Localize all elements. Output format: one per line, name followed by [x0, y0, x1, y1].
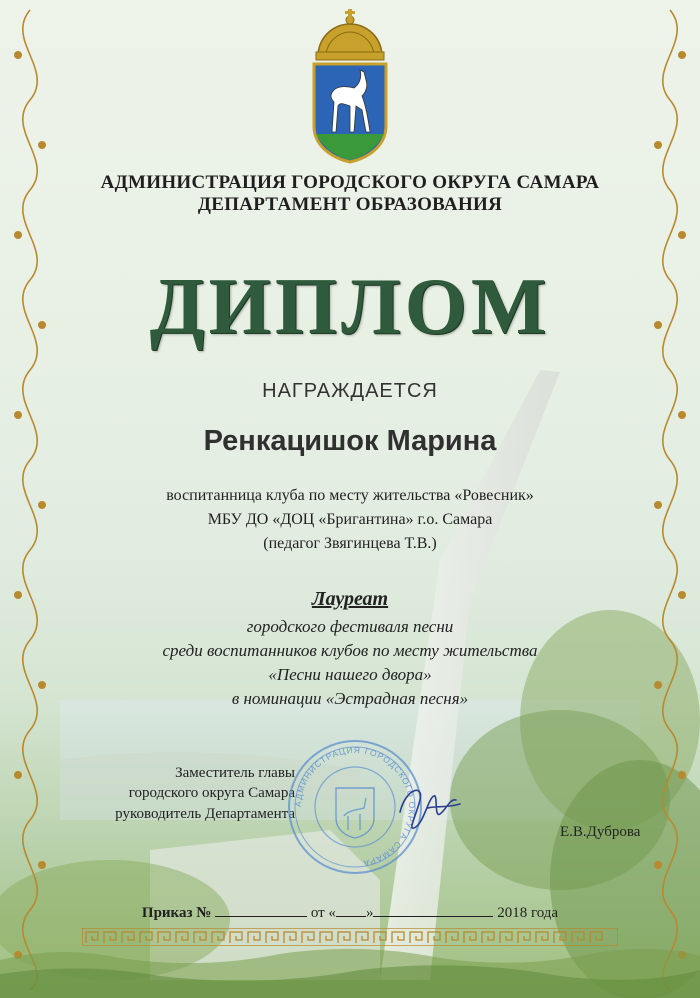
recipient-name: Ренкацишок Марина: [203, 425, 497, 457]
signatory-name: Е.В.Дуброва: [560, 824, 641, 840]
signatory-position-3: руководитель Департамента: [115, 806, 295, 822]
order-year: 2018 года: [497, 905, 559, 921]
festival-line-2: среди воспитанников клубов по месту жительства: [162, 641, 538, 660]
order-number-blank: [215, 902, 307, 917]
handwritten-signature-icon: [394, 778, 464, 836]
affiliation-club: воспитанница клуба по месту жительства «Ровесник»: [166, 487, 534, 504]
order-line: [60, 902, 640, 922]
order-label: Приказ №: [141, 905, 212, 921]
bottom-foliage: [0, 940, 700, 998]
signatory-position-2: городского округа Самара: [128, 785, 295, 801]
order-day-blank: [336, 902, 366, 917]
festival-line-3: «Песни нашего двора»: [268, 665, 432, 684]
header-department: ДЕПАРТАМЕНТ ОБРАЗОВАНИЯ: [197, 194, 503, 215]
affiliation-teacher: (педагог Звягинцева Т.В.): [263, 535, 437, 552]
seal-text: АДМИНИСТРАЦИЯ ГОРОДСКОГО ОКРУГА САМАРА: [292, 744, 418, 869]
festival-line-4: в номинации «Эстрадная песня»: [231, 689, 469, 708]
festival-line-1: городского фестиваля песни: [246, 617, 454, 636]
order-month-blank: [373, 902, 493, 917]
order-quote-close: »: [365, 905, 374, 921]
right-ornament-border: [640, 0, 700, 998]
header-administration: АДМИНИСТРАЦИЯ ГОРОДСКОГО ОКРУГА САМАРА: [100, 172, 600, 193]
order-from-label: от «: [310, 905, 336, 921]
left-ornament-border: [0, 0, 60, 998]
laureate-title: Лауреат: [311, 588, 389, 610]
diploma-title: ДИПЛОМ: [149, 263, 551, 351]
affiliation-institution: МБУ ДО «ДОЦ «Бригантина» г.о. Самара: [207, 511, 493, 528]
awarded-label: НАГРАЖДАЕТСЯ: [262, 380, 438, 402]
samara-coat-of-arms-icon: [296, 6, 404, 166]
signatory-position-1: Заместитель главы: [175, 765, 295, 781]
